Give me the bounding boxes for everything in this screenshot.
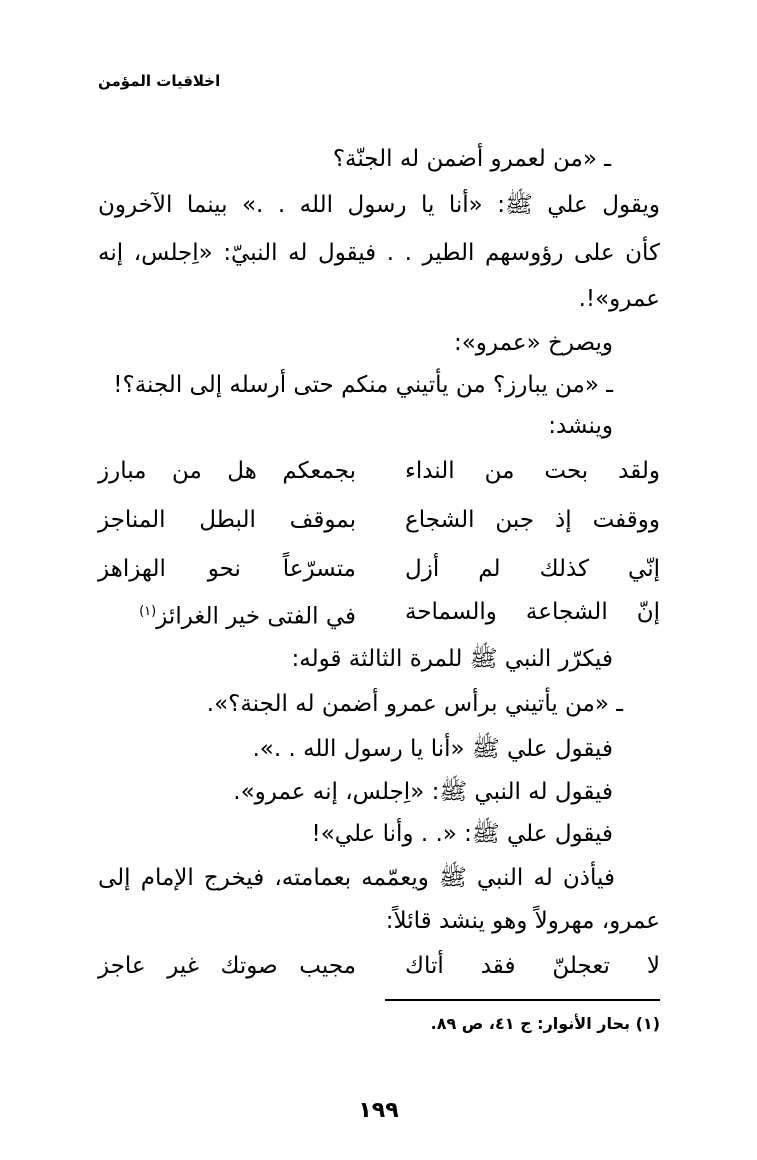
text-line: فيقول علي ﷺ: «. . وأنا علي»! <box>311 821 613 847</box>
verse-second-half: بموقف البطل المناجز <box>98 507 356 533</box>
text-line: فيأذن له النبي ﷺ ويعمّمه بعمامته، فيخرج الإمام إلى <box>98 865 615 891</box>
text-line: كأن على رؤوسهم الطير . . فيقول له النبيّ: «اِجلس، إنه <box>98 240 660 266</box>
text-line: ويصرخ «عمرو»: <box>453 330 613 356</box>
text-line: ـ «من يبارز؟ من يأتيني منكم حتى أرسله إلى الجنة؟! <box>113 372 613 398</box>
text-line: فيقول له النبي ﷺ: «اِجلس، إنه عمرو». <box>233 779 613 805</box>
text-line: وينشد: <box>548 413 613 439</box>
verse-second-half <box>98 596 356 628</box>
verse-second-half: متسرّعاً نحو الهزاهز <box>98 556 356 582</box>
footnote-marker: (١) <box>139 604 157 619</box>
running-header: اخلاقيات المؤمن <box>98 72 221 90</box>
verse-second-half-text: في الفتى خير الغرائز <box>156 603 356 630</box>
footnote: (١) بحار الأنوار: ج ٤١، ص ٨٩. <box>430 1014 660 1033</box>
verse-second-half: مجيب صوتك غير عاجز <box>98 953 356 979</box>
verse-first-half: ولقد بحت من النداء <box>405 458 660 484</box>
page-number: ١٩٩ <box>358 1098 399 1123</box>
text-line: فيقول علي ﷺ «أنا يا رسول الله . .». <box>252 736 613 762</box>
text-line: ـ «من لعمرو أضمن له الجنّة؟ <box>332 146 611 172</box>
text-line: فيكرّر النبي ﷺ للمرة الثالثة قوله: <box>291 646 613 672</box>
text-line: عمرو، مهرولاً وهو ينشد قائلاً: <box>385 908 660 934</box>
verse-first-half: ووقفت إذ جبن الشجاع <box>405 507 660 533</box>
verse-first-half: لا تعجلنّ فقد أتاك <box>405 953 660 979</box>
verse-first-half: إنّي كذلك لم أزل <box>405 556 660 582</box>
footnote-divider <box>385 999 660 1001</box>
text-line: ويقول علي ﷺ: «أنا يا رسول الله . .» بينما الآخرون <box>98 192 660 218</box>
verse-second-half: بجمعكم هل من مبارز <box>98 458 356 484</box>
text-line: عمرو»!. <box>578 286 660 312</box>
text-line: ـ «من يأتيني برأس عمرو أضمن له الجنة؟». <box>206 691 623 717</box>
verse-first-half: إنّ الشجاعة والسماحة <box>405 599 660 625</box>
